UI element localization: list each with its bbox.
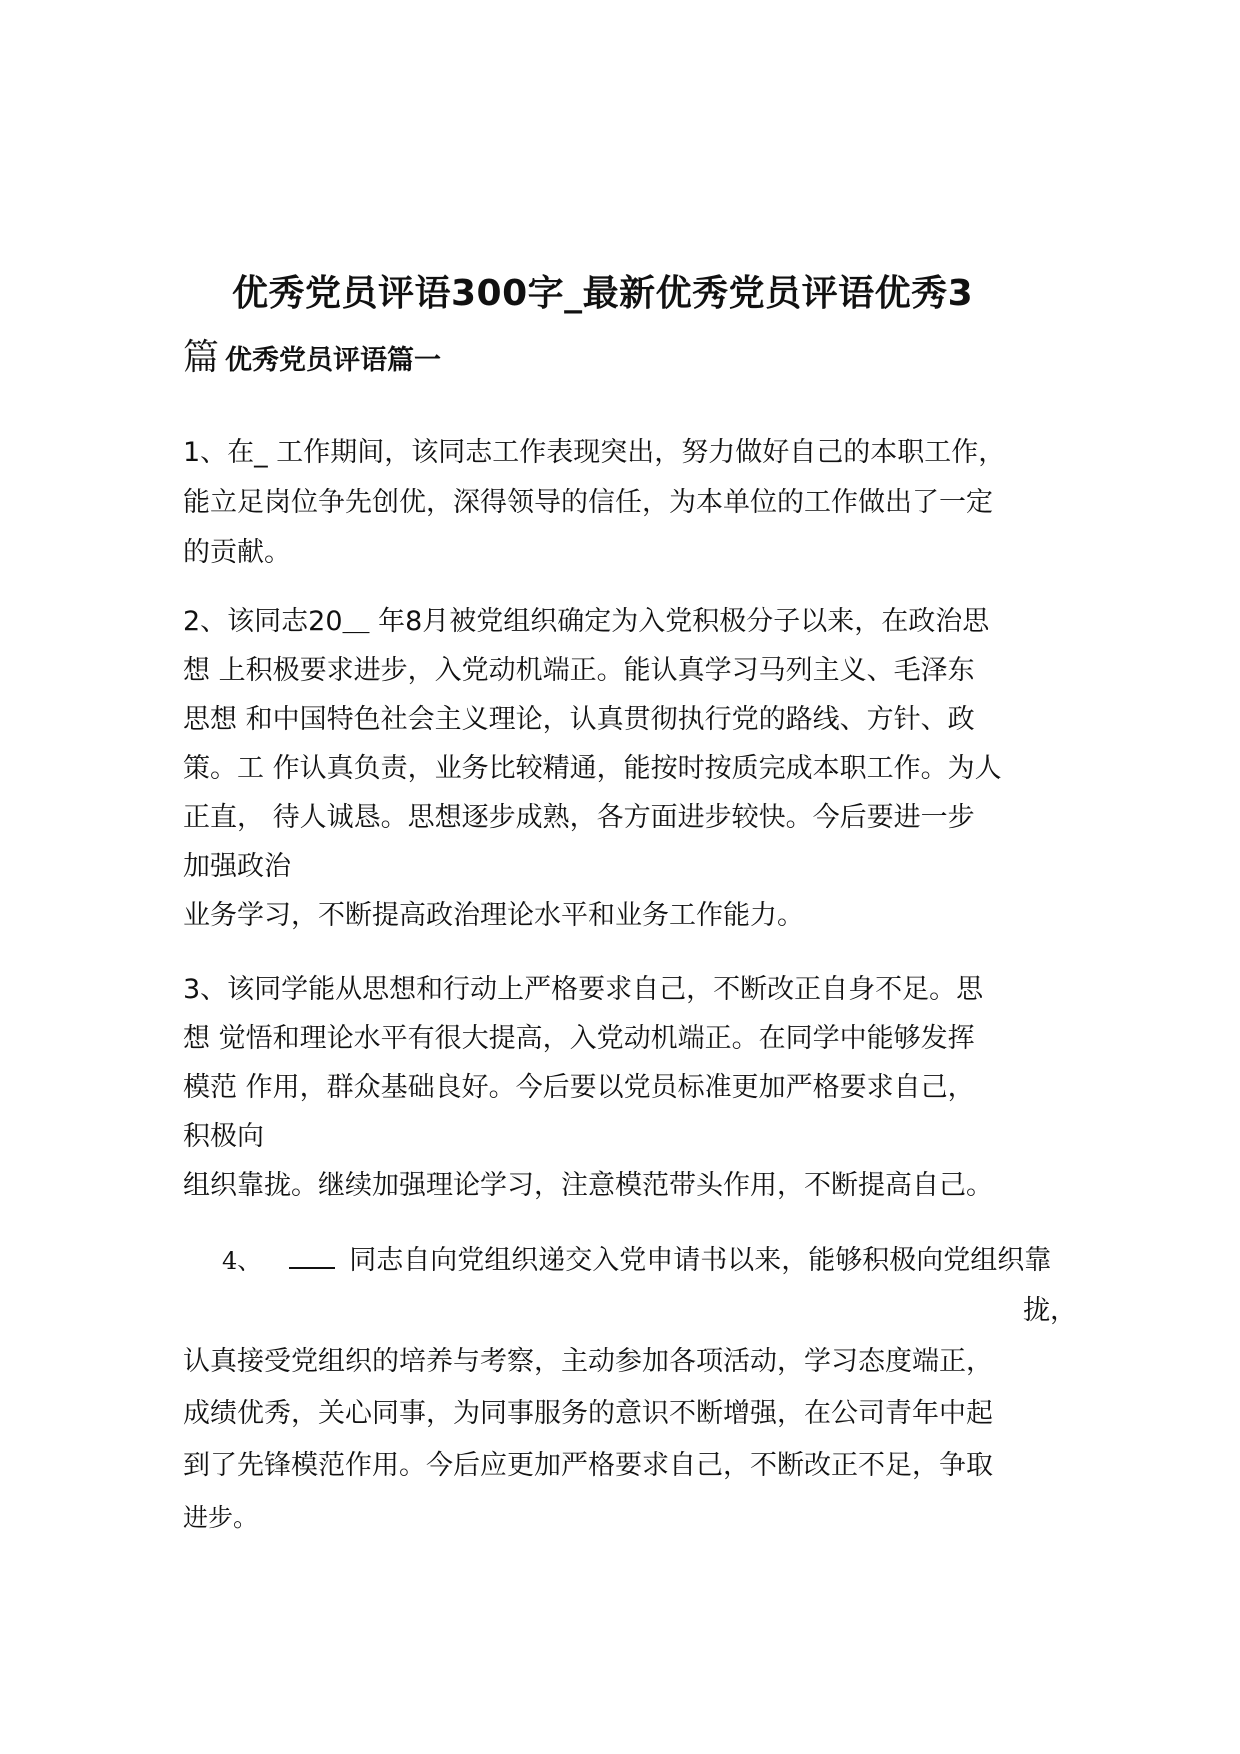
section-heading: 优秀党员评语篇一 xyxy=(225,345,442,376)
text-line: 到了先锋模范作用。今后应更加严格要求自己，不断改正不足，争取 xyxy=(183,1450,993,1481)
fill-in-blank xyxy=(289,1243,335,1269)
paragraph-4-first-line xyxy=(222,1236,1051,1286)
text-line: 模范 作用，群众基础良好。今后要以党员标准更加严格要求自己， xyxy=(183,1072,975,1103)
text-line: 积极向 xyxy=(183,1121,264,1152)
text-line: 3、该同学能从思想和行动上严格要求自己，不断改正自身不足。思 xyxy=(183,974,984,1005)
text-line: 同志自向党组织递交入党申请书以来，能够积极向党组织靠 xyxy=(349,1245,1052,1276)
item-number: 4、 xyxy=(222,1247,262,1275)
text-line: 想 上积极要求进步，入党动机端正。能认真学习马列主义、毛泽东 xyxy=(183,655,975,686)
text-line: 1、在_ 工作期间，该同志工作表现突出，努力做好自己的本职工作， xyxy=(183,437,1006,468)
paragraph-4-second-line: 拢， xyxy=(1023,1295,1077,1326)
text-line: 业务学习，不断提高政治理论水平和业务工作能力。 xyxy=(183,900,804,931)
text-line: 2、该同志20＿ 年8月被党组织确定为入党积极分子以来，在政治思 xyxy=(183,606,990,637)
paragraph-4 xyxy=(183,1336,1063,1544)
text-line: 进步。 xyxy=(183,1503,259,1532)
paragraph-1 xyxy=(183,428,1063,578)
text-line: 的贡献。 xyxy=(183,537,291,568)
text-line: 认真接受党组织的培养与考察，主动参加各项活动，学习态度端正， xyxy=(183,1346,993,1377)
paragraph-3 xyxy=(183,965,1063,1210)
text-line: 策。工 作认真负责，业务比较精通，能按时按质完成本职工作。为人 xyxy=(183,753,1002,784)
document-title: 优秀党员评语300字_最新优秀党员评语优秀3 xyxy=(232,273,974,314)
text-line: 思想 和中国特色社会主义理论，认真贯彻执行党的路线、方针、政 xyxy=(183,704,975,735)
text-line: 组织靠拢。继续加强理论学习，注意模范带头作用，不断提高自己。 xyxy=(183,1170,993,1201)
paragraph-2 xyxy=(183,597,1063,940)
text-line: 正直， 待人诚恳。思想逐步成熟，各方面进步较快。今后要进一步 xyxy=(183,802,975,833)
text-line: 想 觉悟和理论水平有很大提高，入党动机端正。在同学中能够发挥 xyxy=(183,1023,975,1054)
title-continuation: 篇 xyxy=(183,337,220,378)
text-line: 成绩优秀，关心同事，为同事服务的意识不断增强，在公司青年中起 xyxy=(183,1398,993,1429)
document-subtitle xyxy=(183,336,441,383)
text-line: 能立足岗位争先创优，深得领导的信任，为本单位的工作做出了一定 xyxy=(183,487,993,518)
text-line: 加强政治 xyxy=(183,851,291,882)
